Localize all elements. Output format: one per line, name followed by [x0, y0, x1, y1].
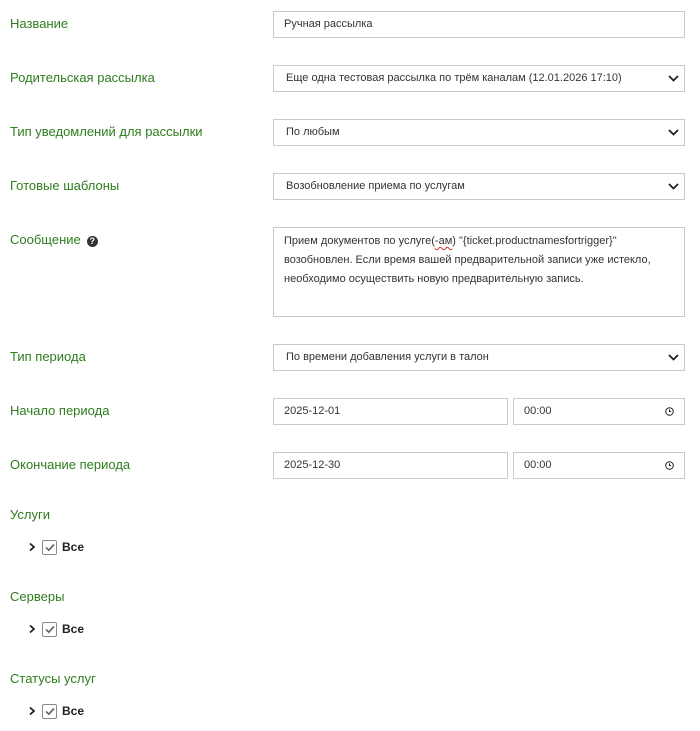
period-start-time-value: 00:00 [524, 405, 552, 417]
parent-mailing-label: Родительская рассылка [10, 70, 155, 85]
notify-type-value: По любым [286, 126, 340, 138]
parent-mailing-value: Еще одна тестовая рассылка по трём каналам (12.01.2026 17:10) [286, 72, 622, 84]
notify-type-select[interactable] [273, 119, 685, 146]
servers-all-checkbox[interactable] [42, 622, 57, 637]
chevron-right-icon[interactable] [28, 706, 36, 716]
checkmark-icon [45, 707, 55, 716]
chevron-down-icon [668, 353, 679, 362]
chevron-right-icon[interactable] [28, 624, 36, 634]
period-end-time-value: 00:00 [524, 459, 552, 471]
notify-type-label: Тип уведомлений для рассылки [10, 124, 203, 139]
checkmark-icon [45, 625, 55, 634]
period-start-label: Начало периода [10, 403, 110, 418]
message-text-misspelled: -ам [434, 235, 453, 247]
services-tree-all [28, 538, 84, 556]
statuses-label: Статусы услуг [10, 671, 96, 686]
services-label: Услуги [10, 507, 50, 522]
statuses-all-checkbox[interactable] [42, 704, 57, 719]
period-start-time-input[interactable] [513, 398, 685, 425]
services-all-label: Все [62, 540, 85, 554]
name-input[interactable]: Ручная рассылка [273, 11, 685, 38]
servers-label: Серверы [10, 589, 65, 604]
chevron-down-icon [668, 74, 679, 83]
message-text-start: Прием документов по услуге( [284, 235, 435, 247]
period-type-select[interactable] [273, 344, 685, 371]
servers-all-label: Все [62, 622, 85, 636]
chevron-down-icon [668, 128, 679, 137]
name-label: Название [10, 16, 69, 31]
period-end-label: Окончание периода [10, 457, 131, 472]
clock-icon[interactable] [665, 461, 674, 470]
servers-tree-all [28, 620, 84, 638]
chevron-right-icon[interactable] [28, 542, 36, 552]
period-start-date-input[interactable]: 2025-12-01 [273, 398, 508, 425]
parent-mailing-select[interactable] [273, 65, 685, 92]
checkmark-icon [45, 543, 55, 552]
period-type-label: Тип периода [10, 349, 86, 364]
question-circle-icon[interactable]: ? [87, 236, 98, 247]
period-end-date-input[interactable]: 2025-12-30 [273, 452, 508, 479]
period-end-time-input[interactable] [513, 452, 685, 479]
message-label: Сообщение [10, 232, 81, 247]
period-type-value: По времени добавления услуги в талон [286, 351, 489, 363]
templates-select[interactable] [273, 173, 685, 200]
templates-value: Возобновление приема по услугам [286, 180, 465, 192]
clock-icon[interactable] [665, 407, 674, 416]
message-label-row [10, 232, 98, 248]
services-all-checkbox[interactable] [42, 540, 57, 555]
message-text-end: ) "{ticket.productnamesfortrigger}" возобновлен. Если время вашей предварительной записи уже истекло, необходимо осуществить новую предварительную запись. [284, 235, 651, 285]
templates-label: Готовые шаблоны [10, 178, 120, 193]
chevron-down-icon [668, 182, 679, 191]
statuses-tree-all [28, 702, 84, 720]
statuses-all-label: Все [62, 704, 85, 718]
message-textarea[interactable] [273, 227, 685, 317]
